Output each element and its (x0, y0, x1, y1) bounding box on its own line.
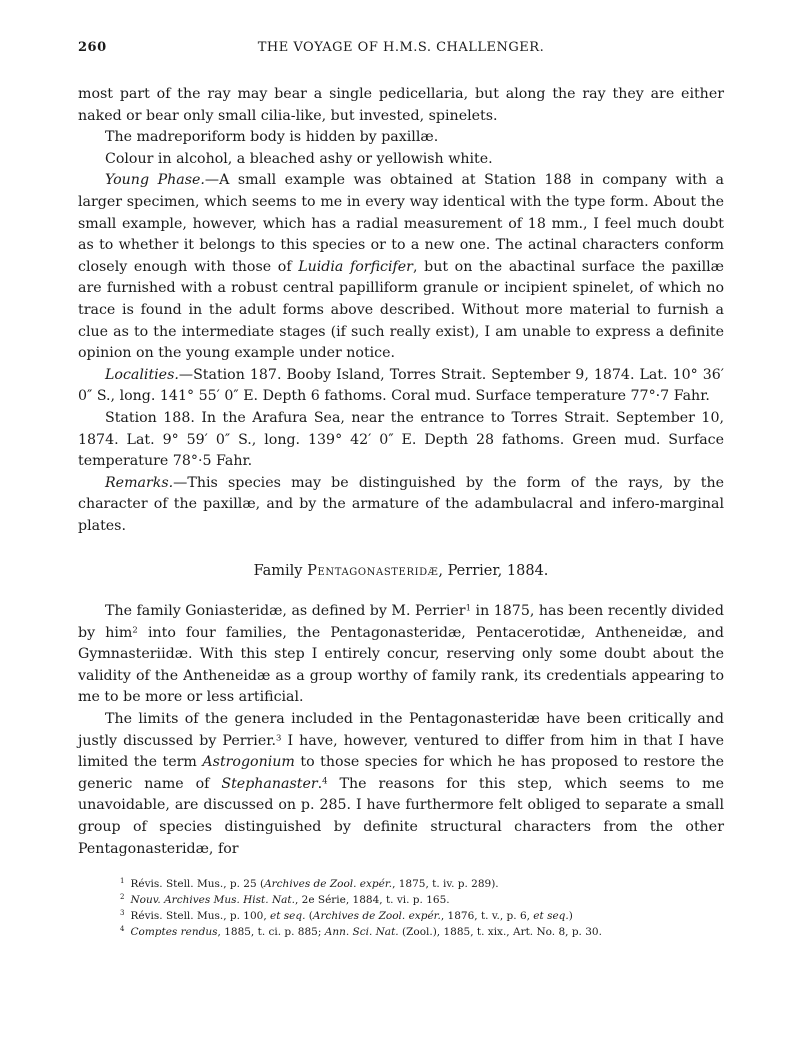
paragraph-pedicellaria: most part of the ray may bear a single pedicellaria, but along the ray they are either naked or bear only small cilia-like, but invested, spinelets. (78, 86, 724, 124)
paragraph-colour: Colour in alcohol, a bleached ashy or yellowish white. (105, 150, 493, 167)
section-heading: Family Pentagonasteridæ, Perrier, 1884. (253, 563, 549, 580)
footnote-ref: 1 (465, 603, 472, 614)
young-phase-label: Young Phase. (105, 172, 205, 189)
localities-label: Localities. (105, 366, 179, 383)
paragraph-genera-limits: The limits of the genera included in the Pentagonasteridæ have been critically and justly discussed by Perrier.$^3$ I have, however, ventured to differ from him in that I have limited the term Astrogonium to those species for which he has proposed to restore the generic name of Stephanaster.$^4$ The reasons for this step, which seems to me unavoidable, are discussed on p. 285. I have furthermore felt obliged to separate a small group of species distinguished by definite structural characters from the other Pentagonasteridæ, for (78, 711, 725, 857)
paragraph-madreporiform: The madreporiform body is hidden by paxillæ. (105, 129, 439, 146)
footnotes (78, 876, 724, 940)
page-number: 260 (78, 40, 107, 55)
footnote: $^4$ Comptes rendus, 1885, t. ci. p. 885; Ann. Sci. Nat. (Zool.), 1885, t. xix., Art. No. 8, p. 30. (120, 925, 602, 939)
paragraph-young-phase: Young Phase.—A small example was obtained at Station 188 in company with a larger specimen, which seems to me in every way identical with the type form. About the small example, however, which has a radial measurement of 18 mm., I feel much doubt as to whether it belongs to this species or to a new one. The actinal characters conform closely enough with those of Luidia forficifer, but on the abactinal surface the paxillæ are furnished with a robust central papilliform granule or incipient spinelet, of which no trace is found in the adult forms above described. Without more material to furnish a clue as to the intermediate stages (if such really exist), I am unable to express a definite opinion on the young example under notice. (78, 172, 724, 362)
paragraph-goniasteridae: The family Goniasteridæ, as defined by M. Perrier$^1$ in 1875, has been recently divided by him$^2$ into four families, the Pentagonasteridæ, Pentacerotidæ, Antheneidæ, and Gymnasteriidæ. With this step I entirely concur, reserving only some doubt about the validity of the Antheneidæ as a group worthy of family rank, its credentials appearing to me to be more or less artificial. (78, 603, 724, 706)
genus-name: Stephanaster (221, 775, 318, 792)
paragraph-remarks: Remarks.—This species may be distinguished by the form of the rays, by the character of the paxillæ, and by the armature of the adambulacral and infero-marginal plates. (78, 474, 724, 534)
footnote: $^3$ Révis. Stell. Mus., p. 100, et seq. (Archives de Zool. expér., 1876, t. v., p. 6, et seq.) (120, 909, 573, 923)
book-page (78, 40, 724, 940)
family-name: Pentagonasteridæ (307, 563, 439, 580)
main-text (78, 84, 724, 860)
remarks-label: Remarks. (105, 474, 174, 491)
genus-name: Astrogonium (202, 754, 295, 771)
footnote-ref: 2 (132, 624, 138, 635)
footnote: $^1$ Révis. Stell. Mus., p. 25 (Archives de Zool. expér., 1875, t. iv. p. 289). (120, 877, 499, 891)
footnote-ref: 3 (275, 732, 282, 743)
species-name: Luidia forficifer (298, 258, 413, 275)
footnote-ref: 4 (322, 776, 328, 787)
paragraph-station-188: Station 188. In the Arafura Sea, near the entrance to Torres Strait. September 10, 1874. Lat. 9° 59′ 0″ S., long. 139° 42′ 0″ E. Depth 28 fathoms. Green mud. Surface temperature 78°·5 Fahr. (78, 409, 724, 470)
running-title: THE VOYAGE OF H.M.S. CHALLENGER. (257, 40, 545, 55)
paragraph-localities: Localities.—Station 187. Booby Island, Torres Strait. September 9, 1874. Lat. 10° 36′ 0″ S., long. 141° 55′ 0″ E. Depth 6 fathoms. Coral mud. Surface temperature 77°·7 Fahr. (78, 366, 724, 405)
page-header (78, 40, 724, 62)
footnote: $^2$ Nouv. Archives Mus. Hist. Nat., 2e Série, 1884, t. vi. p. 165. (120, 893, 450, 907)
